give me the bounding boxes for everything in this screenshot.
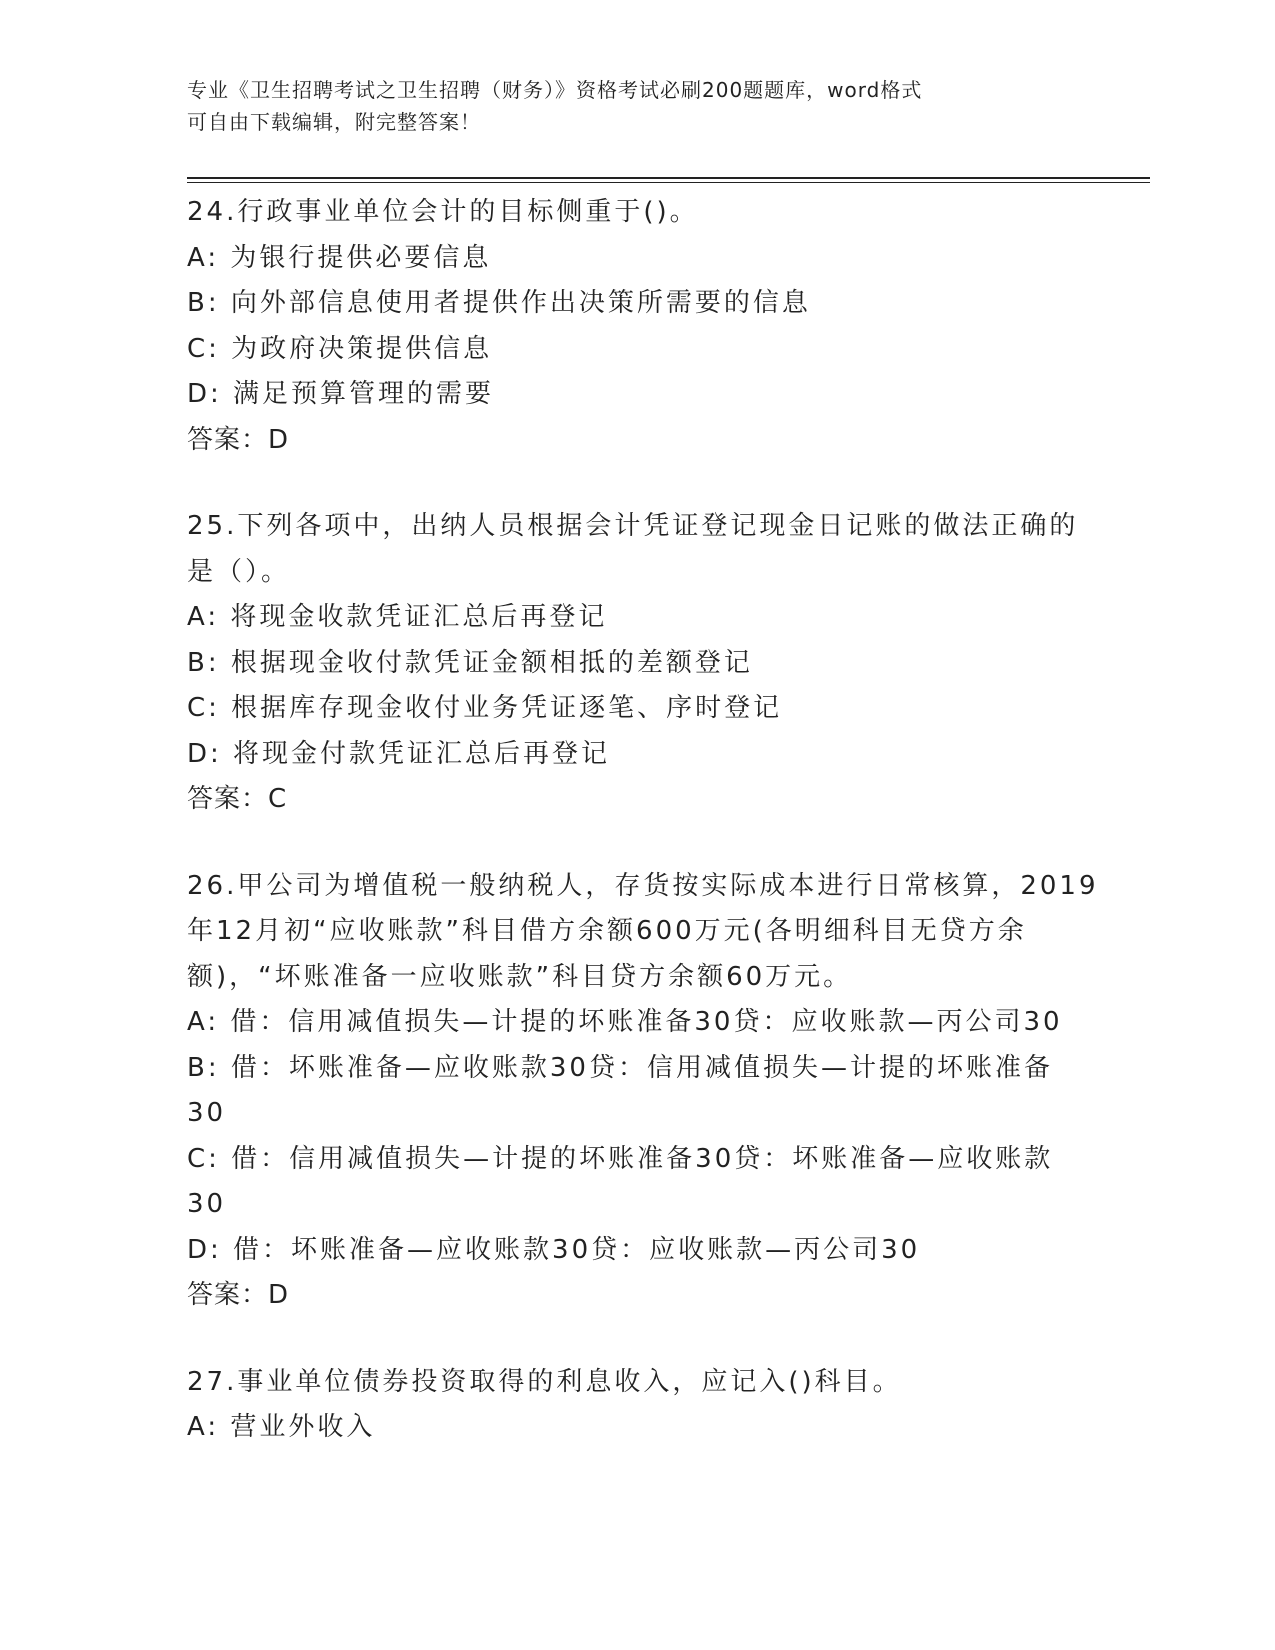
option-item: C: 借：信用减值损失—计提的坏账准备30贷：坏账准备—应收账款 <box>187 1143 1054 1174</box>
header-line-2: 可自由下载编辑，附完整答案！ <box>187 110 481 134</box>
option-item: A: 营业外收入 <box>187 1412 376 1442</box>
question-spacer <box>187 463 1087 504</box>
question-stem: 年12月初“应收账款”科目借方余额600万元(各明细科目无贷方余 <box>187 916 1027 946</box>
question-stem: 是（）。 <box>187 556 291 587</box>
answer-label: 答案：C <box>187 784 288 814</box>
question-stem: 额)，“坏账准备一应收账款”科目贷方余额60万元。 <box>187 961 853 992</box>
answer-label: 答案：D <box>187 1280 290 1310</box>
header-divider <box>187 177 1150 179</box>
question-block <box>187 864 1099 1319</box>
option-item: D: 满足预算管理的需要 <box>187 379 495 409</box>
option-item: B: 借：坏账准备—应收账款30贷：信用减值损失—计提的坏账准备 <box>187 1052 1053 1083</box>
option-item: A: 为银行提供必要信息 <box>187 242 492 273</box>
question-spacer <box>187 1319 1087 1360</box>
option-item: 30 <box>187 1189 227 1219</box>
question-block <box>187 504 1087 823</box>
question-stem: 24.行政事业单位会计的目标侧重于()。 <box>187 197 699 227</box>
option-item: C: 根据库存现金收付业务凭证逐笔、序时登记 <box>187 693 783 723</box>
header-line-1: 专业《卫生招聘考试之卫生招聘（财务）》资格考试必刷200题题库，word格式 <box>187 78 923 102</box>
option-item: B: 根据现金收付款凭证金额相抵的差额登记 <box>187 647 753 678</box>
question-stem: 25.下列各项中，出纳人员根据会计凭证登记现金日记账的做法正确的 <box>187 511 1079 541</box>
option-item: A: 将现金收款凭证汇总后再登记 <box>187 602 608 632</box>
question-stem: 27.事业单位债券投资取得的利息收入，应记入()科目。 <box>187 1366 902 1397</box>
question-block <box>187 1360 1087 1451</box>
document-header <box>187 74 1067 138</box>
option-item: B: 向外部信息使用者提供作出决策所需要的信息 <box>187 288 811 318</box>
option-item: A: 借：信用减值损失—计提的坏账准备30贷：应收账款—丙公司30 <box>187 1007 1063 1037</box>
answer-label: 答案：D <box>187 424 290 455</box>
header-divider-thin <box>187 182 1150 183</box>
question-block <box>187 190 1087 463</box>
question-spacer <box>187 823 1087 864</box>
question-stem: 26.甲公司为增值税一般纳税人，存货按实际成本进行日常核算，2019 <box>187 870 1099 901</box>
option-item: C: 为政府决策提供信息 <box>187 333 493 364</box>
question-list <box>187 190 1099 1451</box>
option-item: 30 <box>187 1098 227 1128</box>
option-item: D: 将现金付款凭证汇总后再登记 <box>187 738 611 769</box>
option-item: D: 借：坏账准备—应收账款30贷：应收账款—丙公司30 <box>187 1234 921 1265</box>
